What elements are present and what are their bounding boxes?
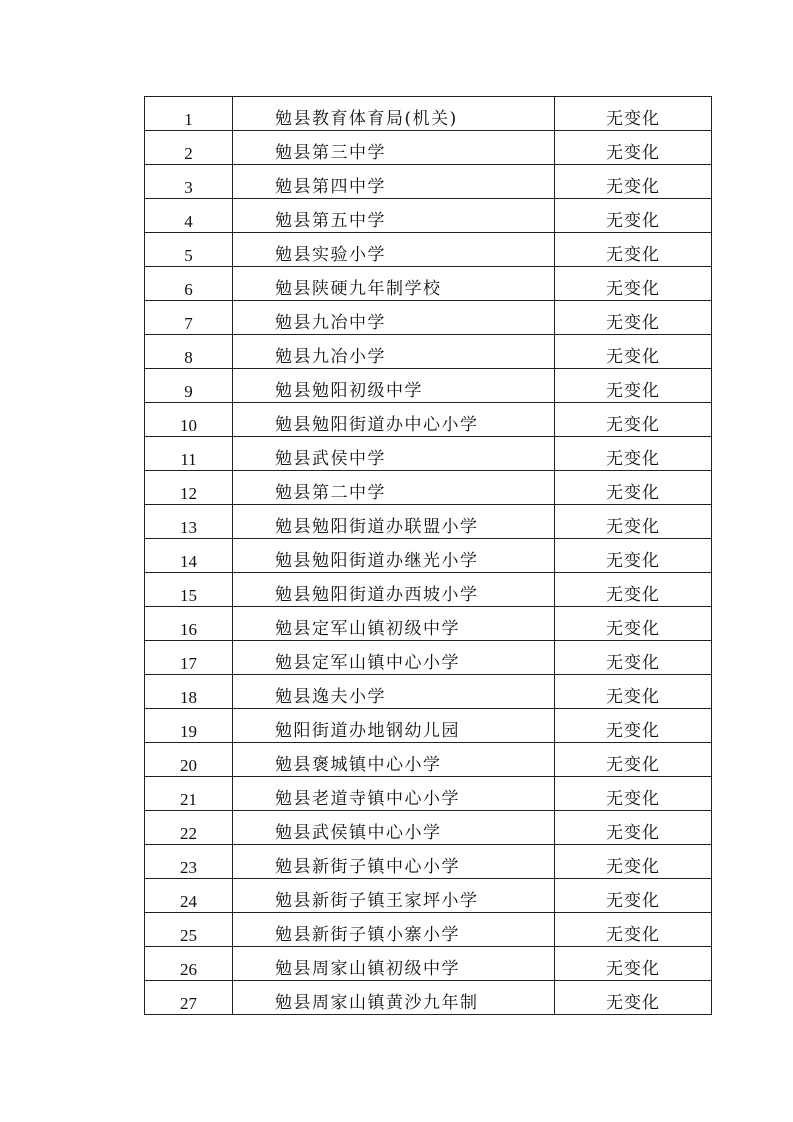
row-number-cell: 5 bbox=[145, 233, 233, 267]
unit-name-cell: 勉县第三中学 bbox=[233, 131, 555, 165]
table-row bbox=[145, 471, 712, 505]
row-number-cell: 23 bbox=[145, 845, 233, 879]
row-number-cell: 6 bbox=[145, 267, 233, 301]
unit-name-cell: 勉县第四中学 bbox=[233, 165, 555, 199]
unit-name-cell: 勉县九冶中学 bbox=[233, 301, 555, 335]
unit-name-cell: 勉县定军山镇中心小学 bbox=[233, 641, 555, 675]
table-row bbox=[145, 199, 712, 233]
row-number-cell: 12 bbox=[145, 471, 233, 505]
unit-name-cell: 勉县九冶小学 bbox=[233, 335, 555, 369]
table-row bbox=[145, 913, 712, 947]
unit-name-cell: 勉县第五中学 bbox=[233, 199, 555, 233]
status-cell: 无变化 bbox=[555, 505, 712, 539]
row-number-cell: 10 bbox=[145, 403, 233, 437]
status-cell: 无变化 bbox=[555, 437, 712, 471]
status-cell: 无变化 bbox=[555, 471, 712, 505]
table-row bbox=[145, 879, 712, 913]
row-number-cell: 27 bbox=[145, 981, 233, 1015]
status-cell: 无变化 bbox=[555, 97, 712, 131]
unit-name-cell: 勉县新街子镇中心小学 bbox=[233, 845, 555, 879]
row-number-cell: 26 bbox=[145, 947, 233, 981]
table-row bbox=[145, 743, 712, 777]
status-cell: 无变化 bbox=[555, 539, 712, 573]
row-number-cell: 25 bbox=[145, 913, 233, 947]
unit-name-cell: 勉县周家山镇黄沙九年制 bbox=[233, 981, 555, 1015]
unit-name-cell: 勉县武侯镇中心小学 bbox=[233, 811, 555, 845]
status-cell: 无变化 bbox=[555, 641, 712, 675]
table-row bbox=[145, 777, 712, 811]
unit-status-table bbox=[144, 96, 712, 1015]
row-number-cell: 15 bbox=[145, 573, 233, 607]
row-number-cell: 1 bbox=[145, 97, 233, 131]
unit-name-cell: 勉县武侯中学 bbox=[233, 437, 555, 471]
row-number-cell: 8 bbox=[145, 335, 233, 369]
row-number-cell: 16 bbox=[145, 607, 233, 641]
unit-name-cell: 勉县勉阳街道办中心小学 bbox=[233, 403, 555, 437]
status-cell: 无变化 bbox=[555, 607, 712, 641]
unit-name-cell: 勉县新街子镇小寨小学 bbox=[233, 913, 555, 947]
table-row bbox=[145, 573, 712, 607]
table-row bbox=[145, 641, 712, 675]
status-cell: 无变化 bbox=[555, 369, 712, 403]
status-cell: 无变化 bbox=[555, 947, 712, 981]
table-row bbox=[145, 233, 712, 267]
status-cell: 无变化 bbox=[555, 573, 712, 607]
status-cell: 无变化 bbox=[555, 165, 712, 199]
table-row bbox=[145, 607, 712, 641]
status-cell: 无变化 bbox=[555, 709, 712, 743]
status-cell: 无变化 bbox=[555, 199, 712, 233]
status-cell: 无变化 bbox=[555, 301, 712, 335]
table-row bbox=[145, 505, 712, 539]
unit-name-cell: 勉县第二中学 bbox=[233, 471, 555, 505]
table-row bbox=[145, 981, 712, 1015]
table-row bbox=[145, 675, 712, 709]
status-cell: 无变化 bbox=[555, 845, 712, 879]
table-row bbox=[145, 267, 712, 301]
table-row bbox=[145, 947, 712, 981]
unit-name-cell: 勉县逸夫小学 bbox=[233, 675, 555, 709]
status-cell: 无变化 bbox=[555, 913, 712, 947]
status-cell: 无变化 bbox=[555, 233, 712, 267]
unit-name-cell: 勉阳街道办地钢幼儿园 bbox=[233, 709, 555, 743]
table-row bbox=[145, 165, 712, 199]
unit-name-cell: 勉县勉阳街道办西坡小学 bbox=[233, 573, 555, 607]
unit-name-cell: 勉县新街子镇王家坪小学 bbox=[233, 879, 555, 913]
status-cell: 无变化 bbox=[555, 675, 712, 709]
unit-name-cell: 勉县勉阳街道办联盟小学 bbox=[233, 505, 555, 539]
table-body bbox=[145, 97, 712, 1015]
table-row bbox=[145, 539, 712, 573]
table-row bbox=[145, 437, 712, 471]
row-number-cell: 24 bbox=[145, 879, 233, 913]
status-cell: 无变化 bbox=[555, 131, 712, 165]
row-number-cell: 9 bbox=[145, 369, 233, 403]
row-number-cell: 22 bbox=[145, 811, 233, 845]
table-row bbox=[145, 811, 712, 845]
unit-name-cell: 勉县周家山镇初级中学 bbox=[233, 947, 555, 981]
unit-name-cell: 勉县教育体育局(机关) bbox=[233, 97, 555, 131]
status-cell: 无变化 bbox=[555, 743, 712, 777]
status-cell: 无变化 bbox=[555, 981, 712, 1015]
status-cell: 无变化 bbox=[555, 879, 712, 913]
row-number-cell: 11 bbox=[145, 437, 233, 471]
status-cell: 无变化 bbox=[555, 403, 712, 437]
table-row bbox=[145, 403, 712, 437]
table-row bbox=[145, 301, 712, 335]
row-number-cell: 3 bbox=[145, 165, 233, 199]
status-cell: 无变化 bbox=[555, 777, 712, 811]
status-cell: 无变化 bbox=[555, 811, 712, 845]
table-row bbox=[145, 97, 712, 131]
row-number-cell: 21 bbox=[145, 777, 233, 811]
row-number-cell: 2 bbox=[145, 131, 233, 165]
row-number-cell: 7 bbox=[145, 301, 233, 335]
row-number-cell: 18 bbox=[145, 675, 233, 709]
table-row bbox=[145, 335, 712, 369]
row-number-cell: 17 bbox=[145, 641, 233, 675]
unit-name-cell: 勉县勉阳街道办继光小学 bbox=[233, 539, 555, 573]
row-number-cell: 19 bbox=[145, 709, 233, 743]
table-row bbox=[145, 369, 712, 403]
table-row bbox=[145, 845, 712, 879]
row-number-cell: 4 bbox=[145, 199, 233, 233]
unit-name-cell: 勉县陕硬九年制学校 bbox=[233, 267, 555, 301]
table-row bbox=[145, 709, 712, 743]
status-cell: 无变化 bbox=[555, 267, 712, 301]
row-number-cell: 13 bbox=[145, 505, 233, 539]
row-number-cell: 14 bbox=[145, 539, 233, 573]
status-cell: 无变化 bbox=[555, 335, 712, 369]
unit-name-cell: 勉县实验小学 bbox=[233, 233, 555, 267]
table-row bbox=[145, 131, 712, 165]
unit-name-cell: 勉县勉阳初级中学 bbox=[233, 369, 555, 403]
unit-name-cell: 勉县老道寺镇中心小学 bbox=[233, 777, 555, 811]
unit-name-cell: 勉县定军山镇初级中学 bbox=[233, 607, 555, 641]
row-number-cell: 20 bbox=[145, 743, 233, 777]
unit-name-cell: 勉县褒城镇中心小学 bbox=[233, 743, 555, 777]
